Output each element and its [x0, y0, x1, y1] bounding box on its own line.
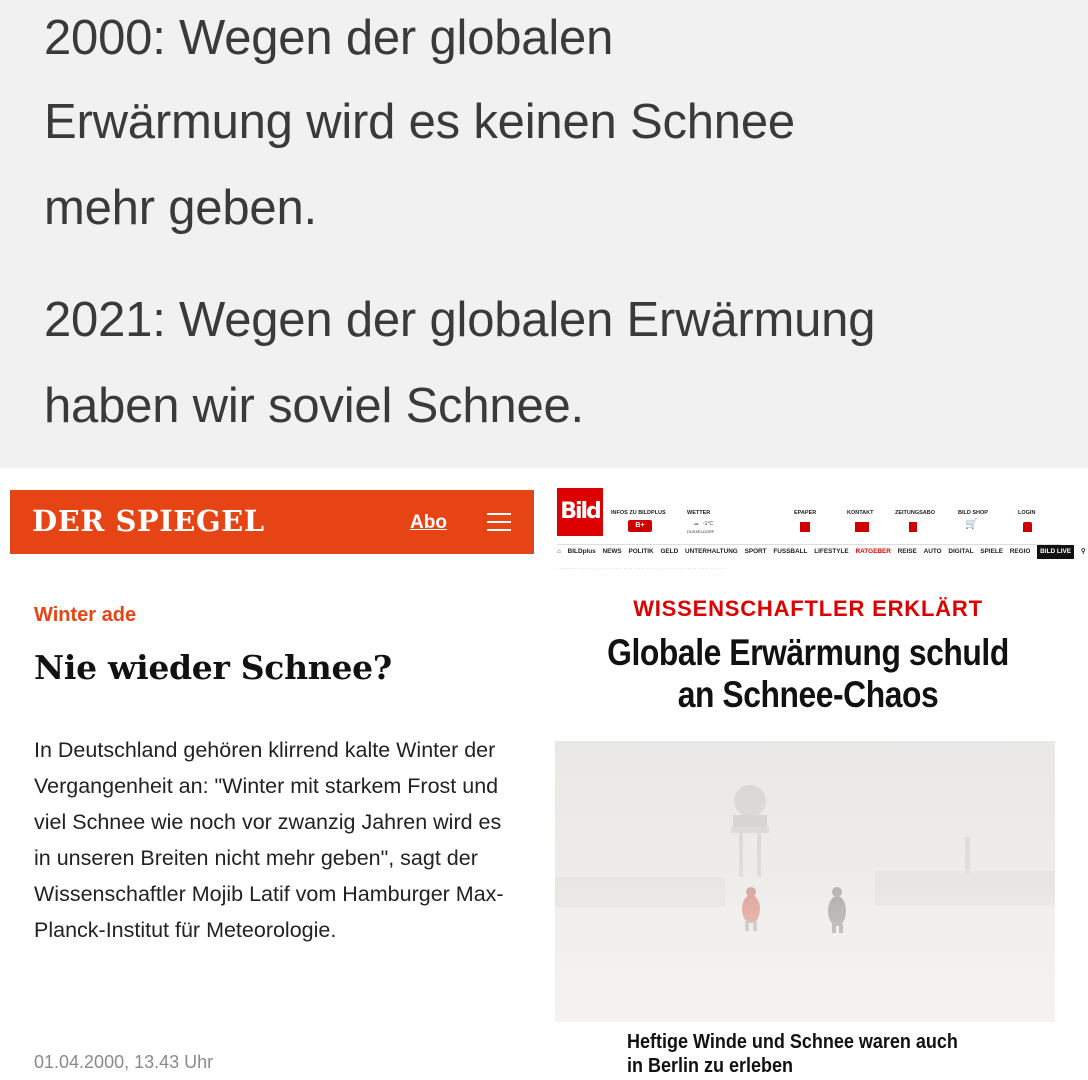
spiegel-logo[interactable]: DER SPIEGEL: [32, 504, 265, 538]
newspaper-icon[interactable]: [909, 522, 917, 532]
nav-item-auto[interactable]: AUTO: [923, 548, 942, 555]
weather-link[interactable]: WETTER: [687, 510, 711, 516]
meme-line-2021-b: haben wir soviel Schnee.: [44, 379, 584, 433]
article-headline: [589, 632, 1028, 716]
weather-temperature: -1°C: [703, 521, 714, 527]
nav-item-bild-live[interactable]: BILD LIVE: [1037, 545, 1074, 559]
meme-line-2000-c: mehr geben.: [44, 181, 317, 235]
nav-item-news[interactable]: NEWS: [602, 548, 622, 555]
meme-line-2000-b: Erwärmung wird es keinen Schnee: [44, 95, 795, 149]
headline-line-2: an Schnee-Chaos: [677, 674, 939, 715]
nav-item-ratgeber[interactable]: RATGEBER: [855, 548, 891, 555]
meme-line-2000-a: 2000: Wegen der globalen: [44, 11, 614, 65]
meme-text-panel: [0, 0, 1088, 468]
nav-item-reise[interactable]: REISE: [897, 548, 917, 555]
nav-item-fussball[interactable]: FUSSBALL: [773, 548, 808, 555]
search-icon[interactable]: ⚲: [1080, 548, 1086, 555]
nav-item-unterhaltung[interactable]: UNTERHALTUNG: [685, 548, 738, 555]
snowstorm-illustration: [555, 741, 1055, 1022]
meme-line-2021-a: 2021: Wegen der globalen Erwärmung: [44, 293, 876, 347]
photo-caption: [627, 1030, 987, 1078]
article-kicker: Winter ade: [34, 604, 137, 626]
lock-icon[interactable]: [1023, 522, 1032, 532]
hamburger-menu-icon[interactable]: [487, 513, 511, 531]
cloud-icon: ☁: [693, 521, 699, 527]
bild-main-nav: [557, 544, 1086, 558]
headline-line-1: Globale Erwärmung schuld: [607, 632, 1009, 673]
epaper-link[interactable]: EPAPER: [794, 510, 817, 516]
spiegel-header-bar: [10, 490, 534, 554]
article-date: 01.04.2000, 13.43 Uhr: [34, 1052, 214, 1072]
caption-line-1: Heftige Winde und Schnee waren auch: [627, 1031, 958, 1053]
epaper-icon[interactable]: [800, 522, 810, 532]
breadcrumb: · · · · · · · · · · · · · · · · · · · · · · · · · · · · · · · · · · · · · · · · · · · · · · · · · · · · · · · · · · · · · · · · · ·: [557, 566, 725, 571]
contact-icon[interactable]: [855, 522, 869, 532]
nav-item-regio[interactable]: REGIO: [1009, 548, 1031, 555]
caption-line-2: in Berlin zu erleben: [627, 1055, 794, 1077]
bild-shop-link[interactable]: BILD SHOP: [958, 510, 988, 516]
nav-item-sport[interactable]: SPORT: [744, 548, 767, 555]
bild-logo[interactable]: Bild: [557, 488, 603, 536]
article-title: Nie wieder Schnee?: [34, 648, 392, 687]
kontakt-link[interactable]: KONTAKT: [847, 510, 874, 516]
nav-item-politik[interactable]: POLITIK: [628, 548, 654, 555]
nav-item-bildplus[interactable]: BILDplus: [567, 548, 596, 555]
bildplus-badge-icon[interactable]: B+: [628, 520, 652, 532]
nav-item-digital[interactable]: DIGITAL: [948, 548, 974, 555]
home-icon[interactable]: ⌂: [557, 548, 561, 555]
bildplus-info-link[interactable]: INFOS ZU BILDPLUS: [611, 510, 666, 516]
article-kicker: WISSENSCHAFTLER ERKLÄRT: [633, 596, 983, 621]
weather-city: DÜSSELDORF: [687, 529, 715, 534]
login-link[interactable]: LOGIN: [1018, 510, 1036, 516]
nav-item-geld[interactable]: GELD: [660, 548, 679, 555]
spiegel-article-screenshot: [10, 490, 534, 1080]
article-teaser: In Deutschland gehören klirrend kalte Winter der Vergangenheit an: "Winter mit starkem Frost und viel Schnee wie noch vor zwanzig Jahren wird es in unseren Breiten nicht mehr geben", sagt der Wissenschaftler Mojib Latif vom Hamburger Max-Planck-Institut für Meteorologie.: [34, 738, 504, 942]
nav-item-lifestyle[interactable]: LIFESTYLE: [814, 548, 849, 555]
zeitungsabo-link[interactable]: ZEITUNGSABO: [895, 510, 936, 516]
snowstorm-photo: [555, 741, 1055, 1022]
cart-icon[interactable]: 🛒: [965, 519, 978, 530]
bild-article-screenshot: [553, 486, 1086, 1080]
nav-item-spiele[interactable]: SPIELE: [980, 548, 1003, 555]
abo-link[interactable]: Abo: [410, 512, 447, 533]
